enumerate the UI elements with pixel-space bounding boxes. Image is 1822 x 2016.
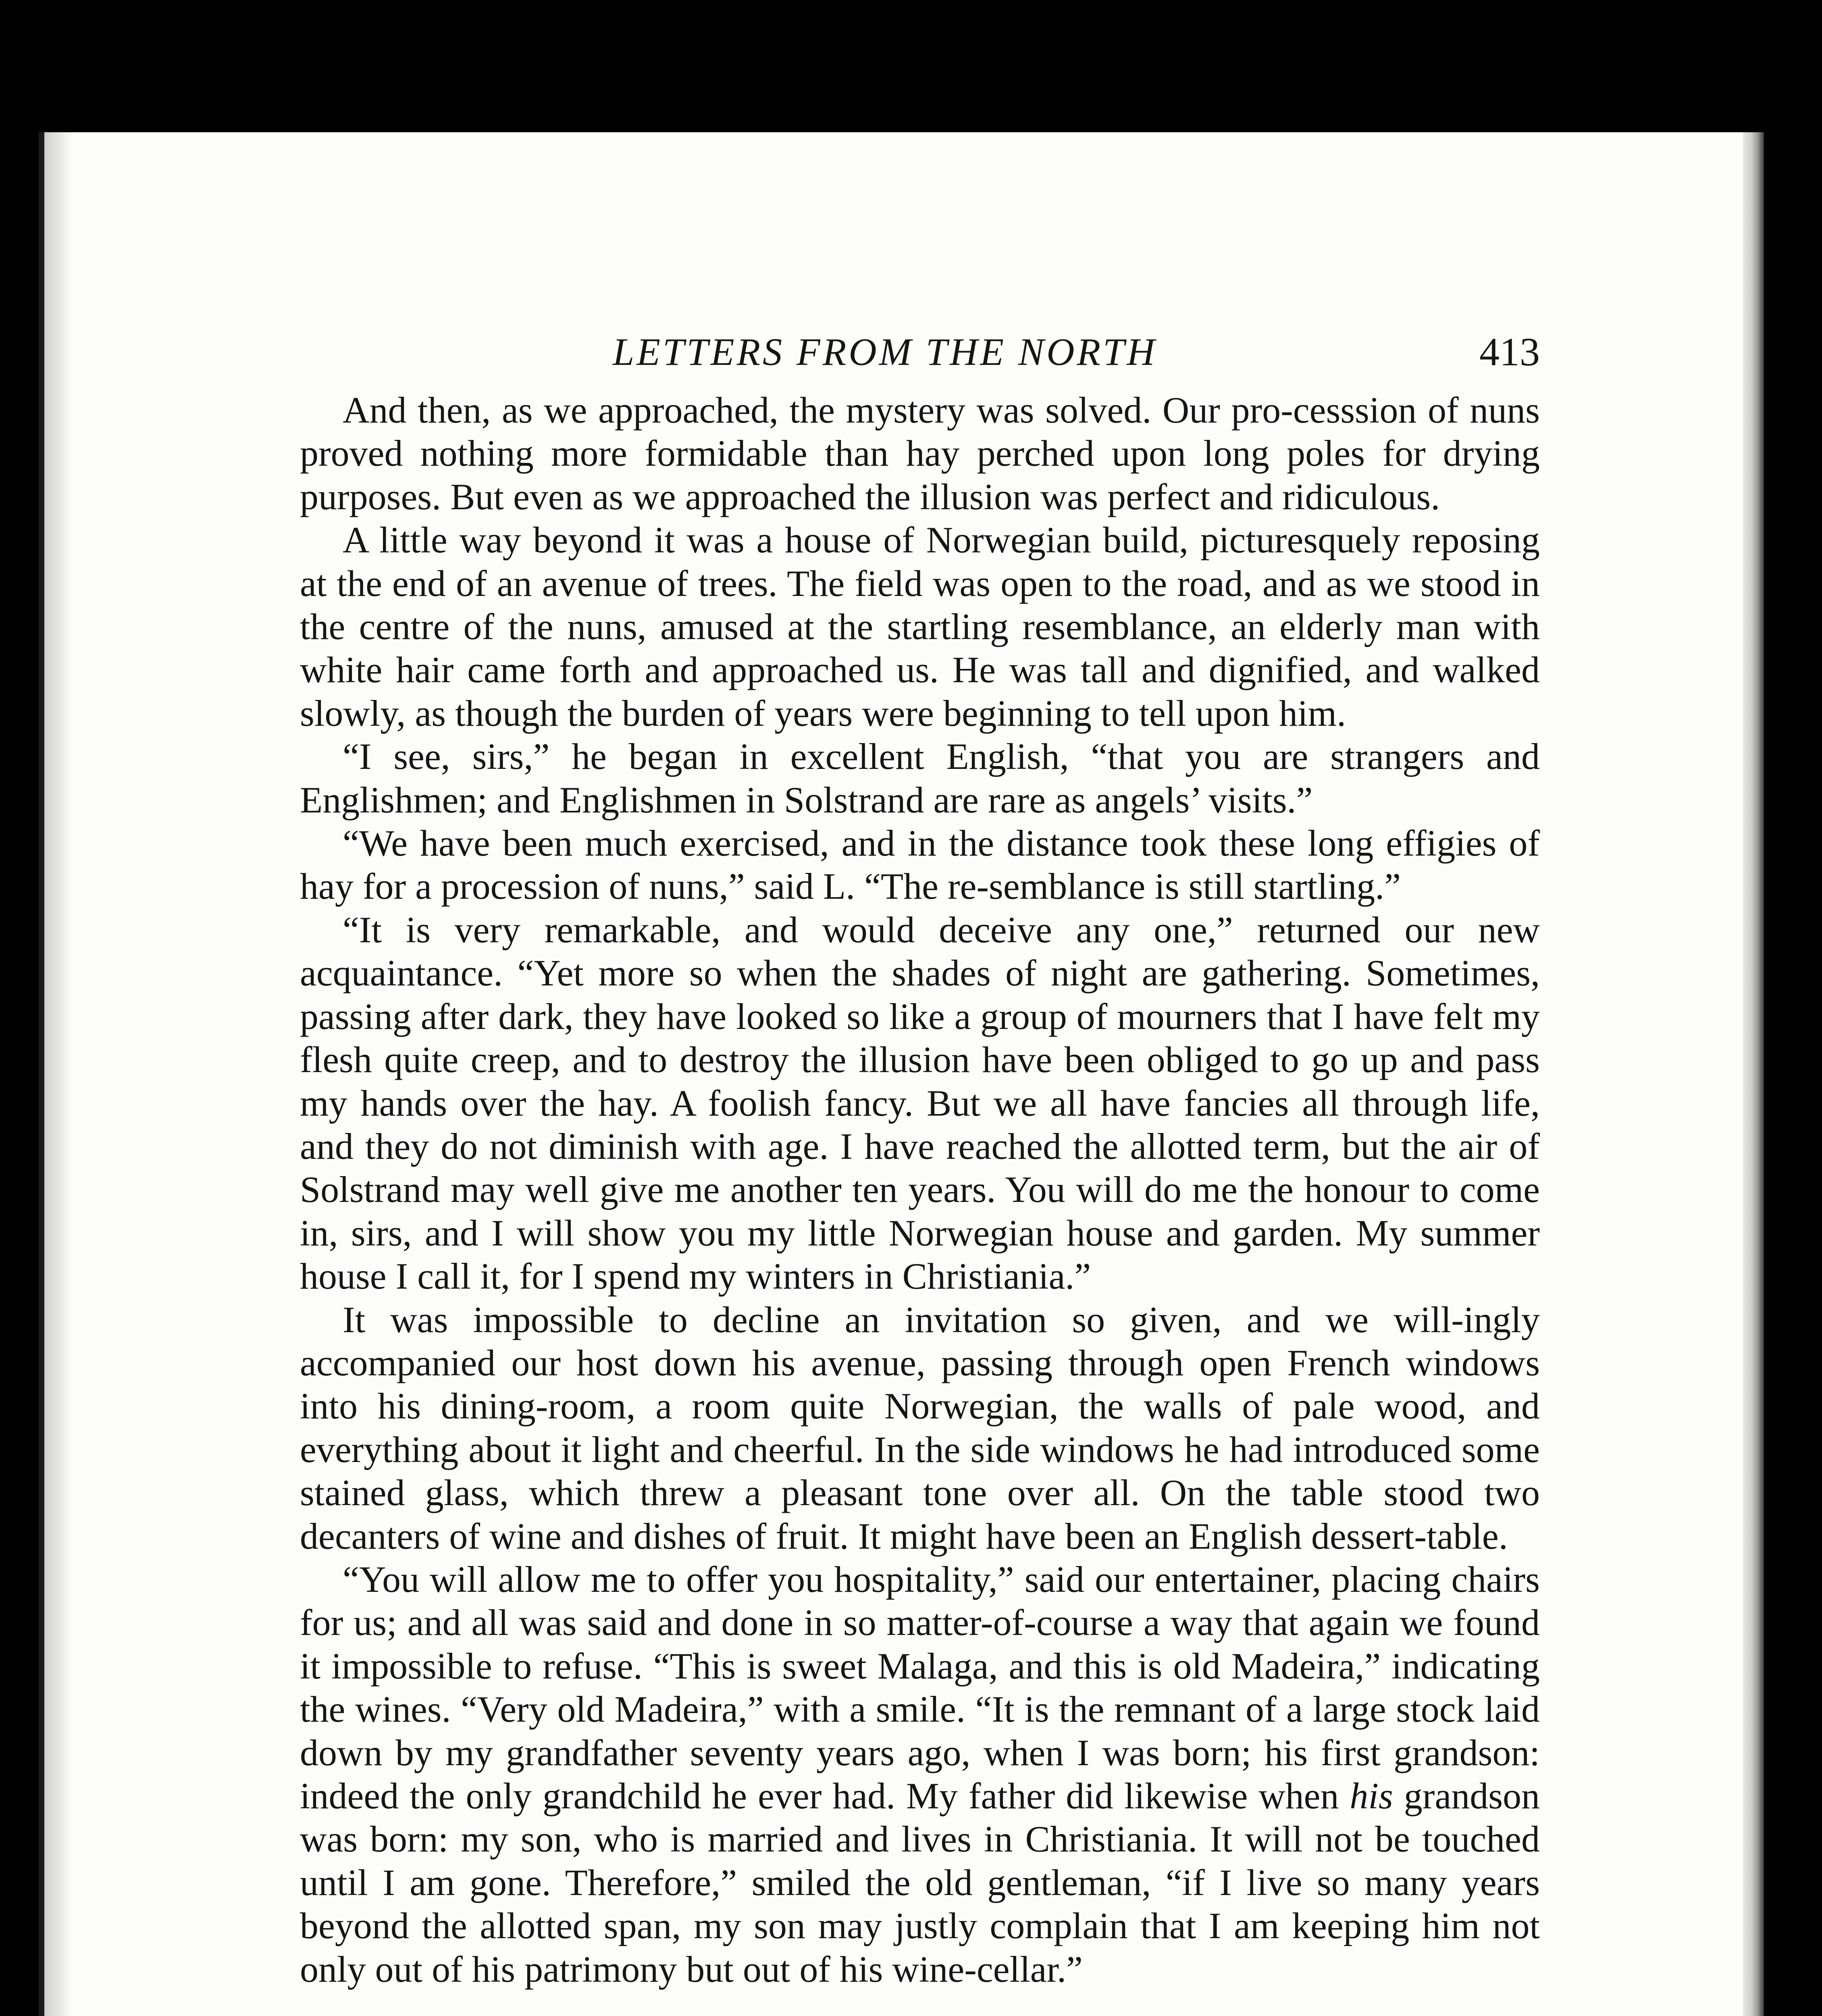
running-head [298, 322, 1540, 382]
paragraph-last [300, 1558, 1540, 1991]
gutter-shadow [44, 132, 73, 2016]
paragraph: “I see, sirs,” he began in excellent English, “that you are strangers and Englishmen; and Englishmen in Solstrand are rare as angels’ visits.” [300, 736, 1540, 821]
book-page [39, 132, 1764, 2016]
paragraph: A little way beyond it was a house of Norwegian build, picturesquely reposing at the end of an avenue of trees. The field was open to the road, and as we stood in the centre of the nuns, amused at the startling resemblance, an elderly man with white hair came forth and approached us. He was tall and dignified, and walked slowly, as though the burden of years were beginning to tell upon him. [300, 519, 1540, 734]
body-text [300, 389, 1540, 1991]
page-number: 413 [1479, 329, 1540, 374]
running-title: LETTERS FROM THE NORTH [613, 330, 1157, 373]
paragraph: “We have been much exercised, and in the distance took these long effigies of hay for a procession of nuns,” said L. “The re-semblance is still startling.” [300, 823, 1540, 907]
paragraph-text-end: grandson was born: my son, who is married and lives in Christiania. It will not be touched until I am gone. Therefore,” smiled the old gentleman, “if I live so many years beyond the allotted span, my son may justly complain that I am keeping him not only out of his patrimony but out of his wine-cellar.” [300, 1775, 1540, 1990]
paragraph: It was impossible to decline an invitation so given, and we will-ingly accompanied our host down his avenue, passing through open French windows into his dining-room, a room quite Norwegian, the walls of pale wood, and everything about it light and cheerful. In the side windows he had introduced some stained glass, which threw a pleasant tone over all. On the table stood two decanters of wine and dishes of fruit. It might have been an English dessert-table. [300, 1299, 1540, 1557]
italic-word: his [1350, 1775, 1393, 1816]
paragraph: And then, as we approached, the mystery was solved. Our pro-cesssion of nuns proved nothing more formidable than hay perched upon long poles for drying purposes. But even as we approached the illusion was perfect and ridiculous. [300, 389, 1540, 517]
paragraph-text-start: “You will allow me to offer you hospitality,” said our entertainer, placing chairs for us; and all was said and done in so matter-of-course a way that again we found it impossible to refuse. “This is sweet Malaga, and this is old Madeira,” indicating the wines. “Very old Madeira,” with a smile. “It is the remnant of a large stock laid down by my grandfather seventy years ago, when I was born; his first grandson: indeed the only grandchild he ever had. My father did likewise when [300, 1558, 1540, 1816]
paragraph: “It is very remarkable, and would deceive any one,” returned our new acquaintance. “Yet more so when the shades of night are gathering. Sometimes, passing after dark, they have looked so like a group of mourners that I have felt my flesh quite creep, and to destroy the illusion have been obliged to go up and pass my hands over the hay. A foolish fancy. But we all have fancies all through life, and they do not diminish with age. I have reached the allotted term, but the air of Solstrand may well give me another ten years. You will do me the honour to come in, sirs, and I will show you my little Norwegian house and garden. My summer house I call it, for I spend my winters in Christiania.” [300, 909, 1540, 1297]
page-edge [1743, 132, 1764, 2016]
